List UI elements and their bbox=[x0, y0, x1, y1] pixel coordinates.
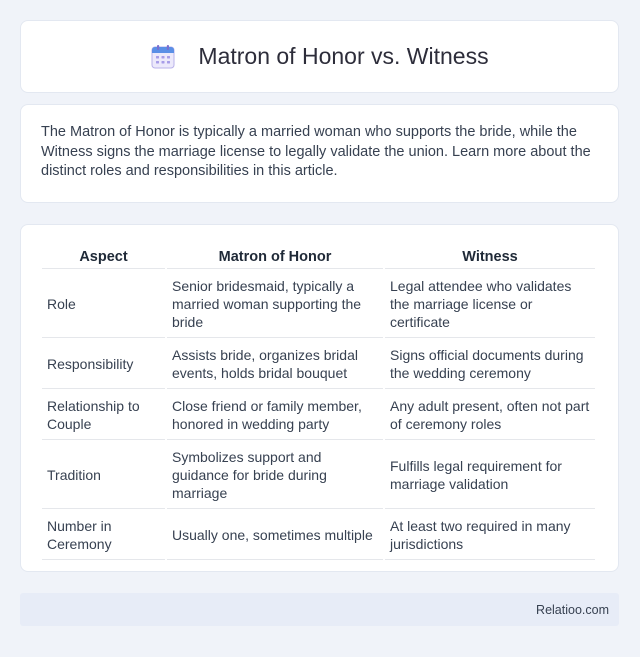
footer-bar bbox=[20, 593, 619, 626]
row-matron: Symbolizes support and guidance for bride during marriage bbox=[167, 442, 383, 509]
row-witness: Signs official documents during the wedding ceremony bbox=[385, 340, 595, 389]
row-matron: Close friend or family member, honored in wedding party bbox=[167, 391, 383, 440]
row-witness: Any adult present, often not part of ceremony roles bbox=[385, 391, 595, 440]
calendar-icon bbox=[150, 44, 176, 70]
header-witness: Witness bbox=[385, 243, 595, 269]
row-witness: Fulfills legal requirement for marriage validation bbox=[385, 442, 595, 509]
comparison-card bbox=[20, 224, 619, 572]
table-header-row bbox=[42, 243, 595, 269]
row-aspect: Tradition bbox=[42, 442, 165, 509]
comparison-table bbox=[40, 241, 597, 562]
row-matron: Assists bride, organizes bridal events, holds bridal bouquet bbox=[167, 340, 383, 389]
table-row bbox=[42, 511, 595, 560]
row-matron: Usually one, sometimes multiple bbox=[167, 511, 383, 560]
table-row bbox=[42, 442, 595, 509]
table-row bbox=[42, 340, 595, 389]
header-card bbox=[20, 20, 619, 93]
table-row bbox=[42, 271, 595, 338]
footer-brand: Relatioo.com bbox=[536, 602, 609, 617]
header-matron-of-honor: Matron of Honor bbox=[167, 243, 383, 269]
row-witness: Legal attendee who validates the marriage license or certificate bbox=[385, 271, 595, 338]
intro-text: The Matron of Honor is typically a married woman who supports the bride, while the Witness signs the marriage license to legally validate the union. Learn more about the distinct roles and responsibilities in this article. bbox=[41, 124, 591, 180]
row-matron: Senior bridesmaid, typically a married woman supporting the bride bbox=[167, 271, 383, 338]
row-aspect: Responsibility bbox=[42, 340, 165, 389]
row-aspect: Number in Ceremony bbox=[42, 511, 165, 560]
intro-card bbox=[20, 104, 619, 203]
page-title: Matron of Honor vs. Witness bbox=[198, 43, 489, 69]
row-witness: At least two required in many jurisdictions bbox=[385, 511, 595, 560]
table-row bbox=[42, 391, 595, 440]
title-wrap bbox=[150, 43, 488, 70]
row-aspect: Role bbox=[42, 271, 165, 338]
row-aspect: Relationship to Couple bbox=[42, 391, 165, 440]
header-aspect: Aspect bbox=[42, 243, 165, 269]
